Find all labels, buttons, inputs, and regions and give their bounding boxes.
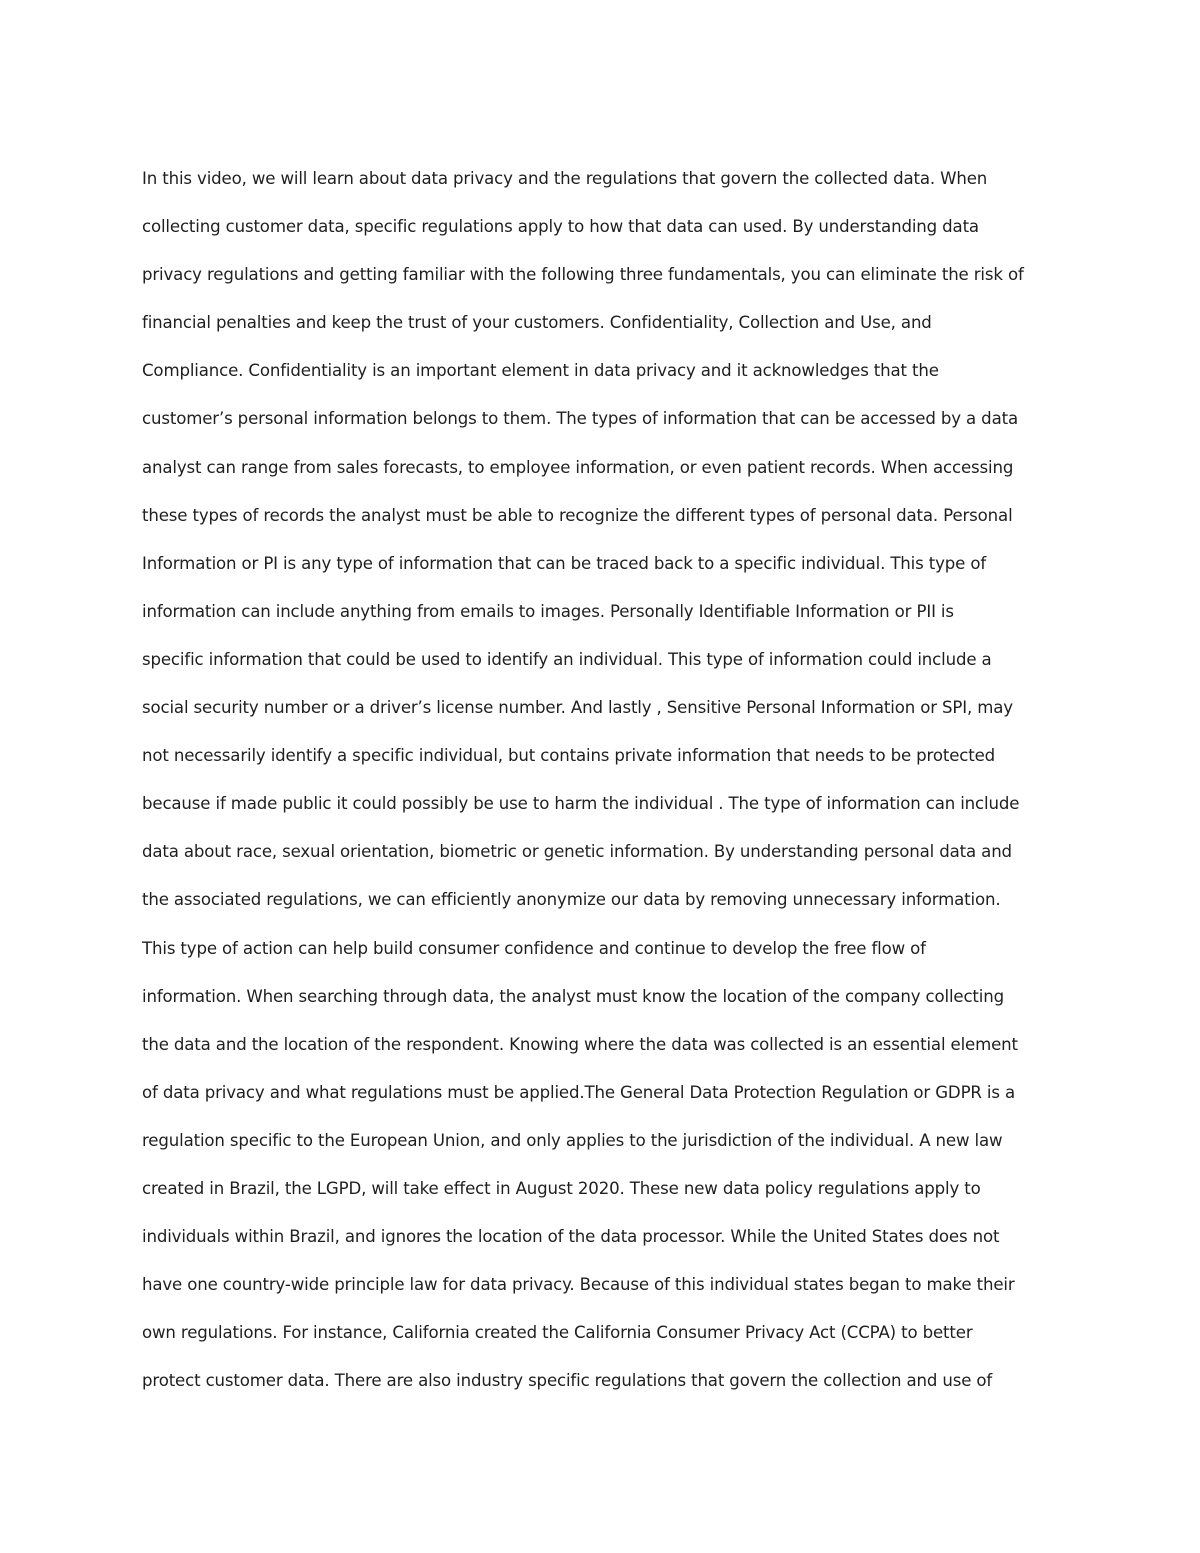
text-line: have one country-wide principle law for data privacy. Because of this individual states began to make their — [142, 1275, 1015, 1295]
text-line: Information or PI is any type of information that can be traced back to a specific individual. This type of — [142, 553, 987, 573]
text-line: protect customer data. There are also industry specific regulations that govern the collection and use of — [142, 1371, 993, 1391]
text-line: created in Brazil, the LGPD, will take effect in August 2020. These new data policy regulations apply to — [142, 1178, 981, 1198]
text-line: financial penalties and keep the trust of your customers. Confidentiality, Collection and Use, and — [142, 313, 932, 333]
text-line: not necessarily identify a specific individual, but contains private information that needs to be protected — [142, 746, 996, 766]
text-line: privacy regulations and getting familiar with the following three fundamentals, you can eliminate the risk of — [142, 265, 1024, 285]
text-line: specific information that could be used to identify an individual. This type of information could include a — [142, 649, 992, 669]
text-line: these types of records the analyst must be able to recognize the different types of personal data. Personal — [142, 505, 1013, 525]
text-line: customer’s personal information belongs to them. The types of information that can be accessed by a data — [142, 409, 1018, 429]
text-line: information can include anything from emails to images. Personally Identifiable Information or PII is — [142, 601, 954, 621]
text-line: regulation specific to the European Union, and only applies to the jurisdiction of the individual. A new law — [142, 1130, 1003, 1150]
text-line: social security number or a driver’s license number. And lastly , Sensitive Personal Information or SPI, may — [142, 698, 1013, 718]
body-paragraph — [142, 155, 1072, 1405]
text-line: Compliance. Confidentiality is an important element in data privacy and it acknowledges that the — [142, 361, 939, 381]
text-line: data about race, sexual orientation, biometric or genetic information. By understanding personal data and — [142, 842, 1012, 862]
text-line: own regulations. For instance, California created the California Consumer Privacy Act (CCPA) to better — [142, 1323, 973, 1343]
text-line: individuals within Brazil, and ignores the location of the data processor. While the United States does not — [142, 1227, 1000, 1247]
text-line: of data privacy and what regulations must be applied.The General Data Protection Regulation or GDPR is a — [142, 1082, 1016, 1102]
text-line: This type of action can help build consumer confidence and continue to develop the free flow of — [142, 938, 926, 958]
text-line: the associated regulations, we can efficiently anonymize our data by removing unnecessary information. — [142, 890, 1001, 910]
text-line: analyst can range from sales forecasts, to employee information, or even patient records. When accessing — [142, 457, 1014, 477]
text-line: information. When searching through data, the analyst must know the location of the company collecting — [142, 986, 1004, 1006]
text-line: because if made public it could possibly be use to harm the individual . The type of information can include — [142, 794, 1020, 814]
text-line: In this video, we will learn about data privacy and the regulations that govern the collected data. When — [142, 169, 988, 188]
text-line: the data and the location of the respondent. Knowing where the data was collected is an essential element — [142, 1034, 1018, 1054]
text-line: collecting customer data, specific regulations apply to how that data can used. By understanding data — [142, 217, 979, 237]
